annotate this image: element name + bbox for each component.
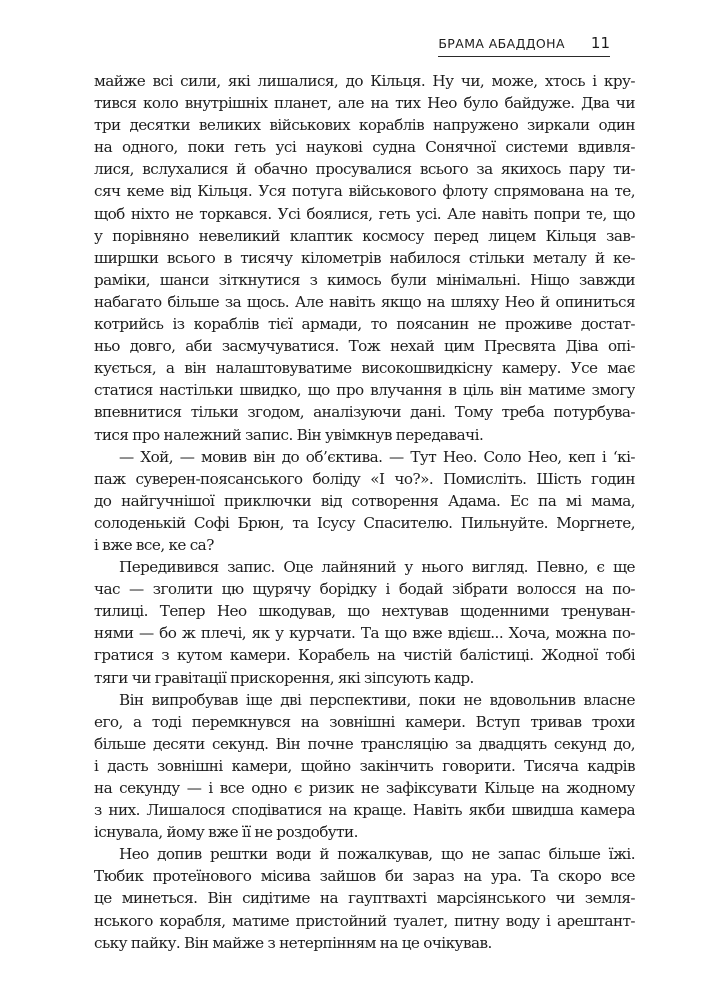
text-line: на одного, поки геть усі наукові судна Сонячної системи вдивля- <box>94 138 635 157</box>
text-line: і дасть зовнішні камери, щойно закінчить говорити. Тисяча кадрів <box>94 756 635 775</box>
text-line: лися, вслухалися й обачно просувалися всього за якихось пару ти- <box>94 160 635 179</box>
text-line: існувала, йому вже її не роздобути. <box>94 823 358 842</box>
running-title: БРАМА АБАДДОНА <box>438 35 565 51</box>
paragraph <box>94 446 635 556</box>
text-line: Передивився запис. Оце лайняний у нього вигляд. Певно, є ще <box>119 558 635 577</box>
text-line: Він випробував іще дві перспективи, поки не вдовольнив власне <box>119 690 635 709</box>
text-line: до найгучнішої приключки від сотворення Адама. Ес па мі мама, <box>94 491 635 510</box>
body-text <box>94 70 635 954</box>
paragraph <box>94 843 635 953</box>
text-line: Тюбик протеїнового місива зайшов би зараз на ура. Та скоро все <box>94 867 635 886</box>
text-line: у порівняно невеликий клаптик космосу перед лицем Кільця зав- <box>94 226 635 245</box>
text-line: щоб ніхто не торкався. Усі боялися, геть усі. Але навіть попри те, що <box>94 204 635 223</box>
text-line: майже всі сили, які лишалися, до Кільця. Ну чи, може, хтось і кру- <box>94 72 635 90</box>
text-line: тився коло внутрішніх планет, але на тих Нео було байдуже. Два чи <box>94 94 635 113</box>
text-line: раміки, шанси зіткнутися з кимось були мінімальні. Ніщо завжди <box>94 270 635 289</box>
text-line: паж суверен-поясанського боліду «І чо?». Помисліть. Шість годин <box>94 469 635 488</box>
text-line: з них. Лишалося сподіватися на краще. Навіть якби швидша камера <box>94 801 635 820</box>
text-line: набагато більше за щось. Але навіть якщо на шляху Нео й опиниться <box>94 292 635 311</box>
paragraph <box>94 70 635 446</box>
text-line: ньо довго, аби засмучуватися. Тож нехай цим Пресвята Діва опі- <box>94 337 635 356</box>
text-line: статися настільки швидко, що про влучання в ціль він матиме змогу <box>94 381 635 400</box>
text-line: Нео допив рештки води й пожалкував, що не запас більше їжі. <box>119 845 635 864</box>
text-line: тяги чи гравітації прискорення, які зіпсують кадр. <box>94 668 474 687</box>
text-line: тися про належний запис. Він увімкнув передавачі. <box>94 425 484 444</box>
running-header <box>438 30 610 57</box>
text-line: ширшки всього в тисячу кілометрів набилося стільки металу й ке- <box>94 248 635 267</box>
paragraph <box>94 689 635 844</box>
text-line: котрийсь із кораблів тієї армади, то поясанин не проживе достат- <box>94 315 635 334</box>
text-line: кується, а він налаштовуватиме високошвидкісну камеру. Усе має <box>94 359 635 378</box>
page-number: 11 <box>590 34 610 52</box>
text-line: впевнитися тільки згодом, аналізуючи дані. Тому треба потурбува- <box>94 403 635 422</box>
text-line: нями — бо ж плечі, як у курчати. Та що вже вдієш... Хоча, можна по- <box>94 624 635 643</box>
text-line: солоденькій Софі Брюн, та Ісусу Спасителю. Пильнуйте. Моргнете, <box>94 513 635 532</box>
text-line: — Хой, — мовив він до об’єктива. — Тут Нео. Соло Нео, кеп і ‘кі- <box>119 447 635 466</box>
text-line: на секунду — і все одно є ризик не зафіксувати Кільце на жодному <box>94 779 635 797</box>
text-line: тилиці. Тепер Нео шкодував, що нехтував щоденними тренуван- <box>94 602 635 621</box>
paragraph <box>94 556 635 689</box>
text-line: три десятки великих військових кораблів напружено зиркали один <box>94 116 635 135</box>
text-line: час — зголити цю щурячу борідку і бодай зібрати волосся на по- <box>94 580 635 599</box>
text-line: сяч кеме від Кільця. Уся потуга військового флоту спрямована на те, <box>94 182 635 201</box>
text-line: це минеться. Він сидітиме на гауптвахті марсіянського чи земля- <box>94 889 635 908</box>
text-line: і вже все, ке са? <box>94 535 214 554</box>
text-line: ську пайку. Він майже з нетерпінням на це очікував. <box>94 933 492 952</box>
text-line: гратися з кутом камери. Корабель на чистій балістиці. Жодної тобі <box>94 646 635 665</box>
text-line: більше десяти секунд. Він почне трансляцію за двадцять секунд до, <box>94 734 635 753</box>
text-line: его, а тоді перемкнувся на зовнішні камери. Вступ тривав трохи <box>94 712 635 731</box>
text-line: нського корабля, матиме пристойний туалет, питну воду і арештант- <box>94 911 635 930</box>
